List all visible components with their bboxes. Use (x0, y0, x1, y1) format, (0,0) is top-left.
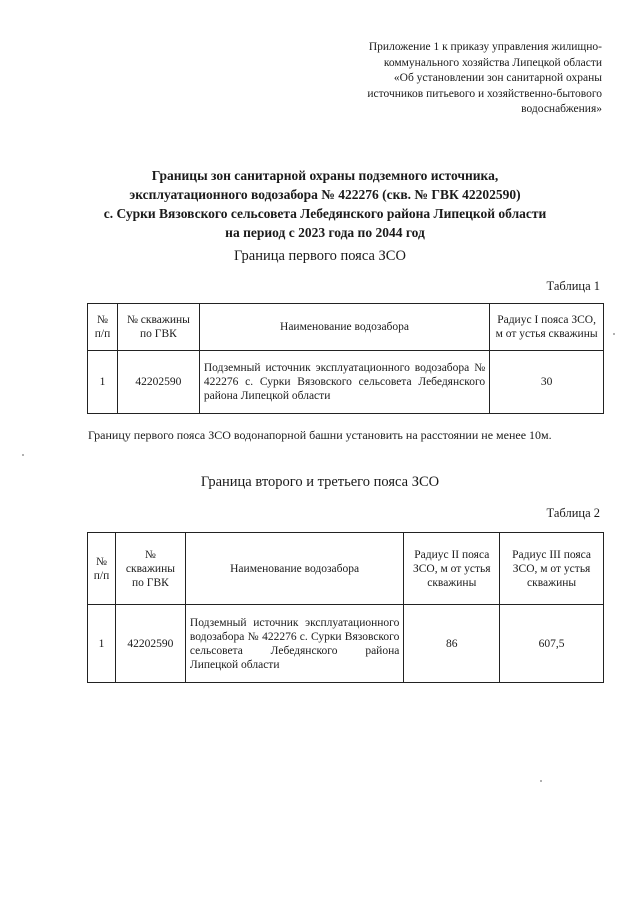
document-title (40, 166, 610, 242)
scan-speck (613, 333, 615, 335)
section2-heading: Граница второго и третьего пояса ЗСО (200, 474, 440, 490)
cell-well: 42202590 (117, 351, 199, 414)
cell-radius: 30 (490, 351, 604, 414)
cell-name: Подземный источник эксплуатационного водозабора № 422276 с. Сурки Вязовского сельсовета Лебедянского района Липецкой области (185, 605, 403, 683)
scan-speck (540, 780, 542, 782)
title-line: на период с 2023 года по 2044 год (225, 225, 425, 240)
appendix-line: водоснабжения» (521, 103, 602, 115)
header-num: № п/п (88, 533, 116, 605)
table-row (88, 605, 604, 683)
cell-num: 1 (88, 351, 118, 414)
cell-radius3: 607,5 (500, 605, 604, 683)
header-name: Наименование водозабора (185, 533, 403, 605)
section1-heading: Граница первого пояса ЗСО (234, 248, 406, 264)
appendix-reference (300, 40, 602, 118)
header-radius2: Радиус II пояса ЗСО, м от устья скважины (404, 533, 500, 605)
table2-header-row (88, 533, 604, 605)
appendix-line: Приложение 1 к приказу управления жилищно- (368, 41, 602, 53)
title-line: с. Сурки Вязовского сельсовета Лебедянского района Липецкой области (103, 206, 547, 221)
table2 (87, 532, 604, 683)
header-radius: Радиус I пояса ЗСО, м от устья скважины (490, 304, 604, 351)
table1-label: Таблица 1 (546, 279, 600, 293)
appendix-line: источников питьевого и хозяйственно-бытового (367, 87, 602, 100)
appendix-line: «Об установлении зон санитарной охраны (393, 72, 602, 84)
header-num: № п/п (88, 304, 118, 351)
title-line: Границы зон санитарной охраны подземного источника, (151, 168, 499, 183)
scan-speck (22, 454, 24, 456)
section1-note: Границу первого пояса ЗСО водонапорной башни установить на расстоянии не менее 10м. (88, 428, 552, 442)
header-well: № скважины по ГВК (117, 304, 199, 351)
table-row (88, 351, 604, 414)
cell-num: 1 (88, 605, 116, 683)
table1 (87, 303, 604, 414)
appendix-line: коммунального хозяйства Липецкой области (383, 56, 602, 69)
table1-header-row (88, 304, 604, 351)
table2-label: Таблица 2 (546, 506, 600, 520)
header-name: Наименование водозабора (199, 304, 489, 351)
cell-radius2: 86 (404, 605, 500, 683)
header-radius3: Радиус III пояса ЗСО, м от устья скважины (500, 533, 604, 605)
title-line: эксплуатационного водозабора № 422276 (скв. № ГВК 42202590) (129, 187, 521, 202)
cell-well: 42202590 (115, 605, 185, 683)
header-well: № скважины по ГВК (115, 533, 185, 605)
cell-name: Подземный источник эксплуатационного водозабора № 422276 с. Сурки Вязовского сельсовета Лебедянского района Липецкой области (199, 351, 489, 414)
